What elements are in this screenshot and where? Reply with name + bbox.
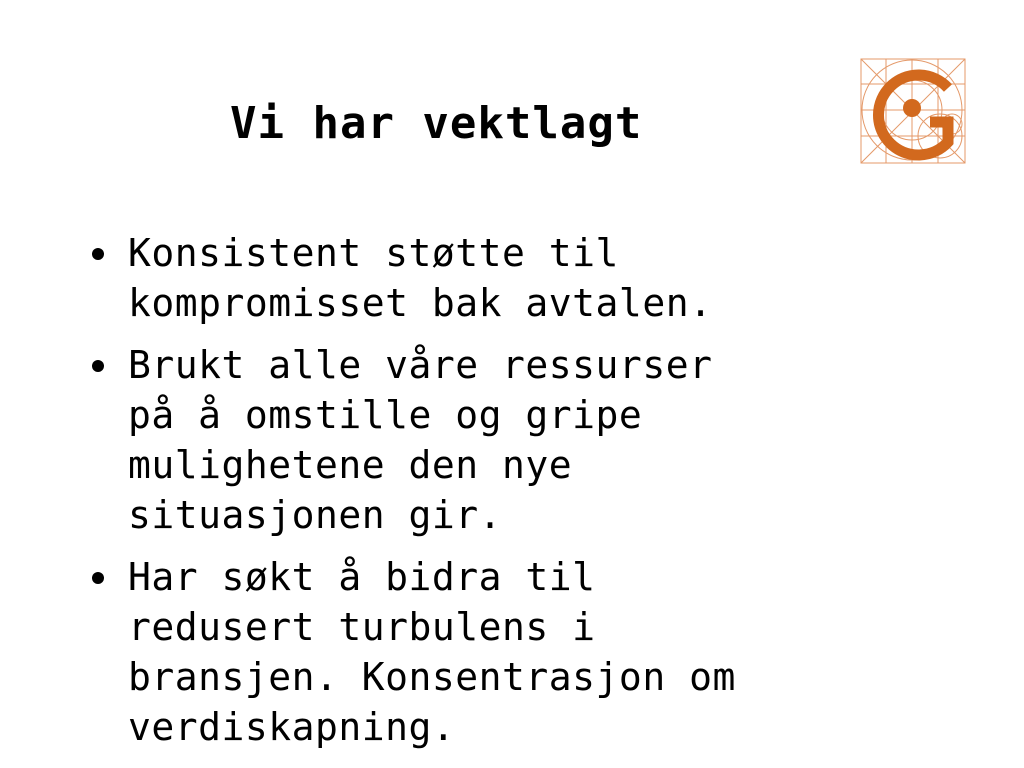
bullet-text: Brukt alle våre ressurser på å omstille og gripe mulighetene den nye situasjonen gir. <box>128 343 713 537</box>
list-item <box>88 228 868 328</box>
bullet-dot-icon <box>92 572 104 584</box>
list-item <box>88 552 868 752</box>
bullet-dot-icon <box>92 248 104 260</box>
bullet-text: Har søkt å bidra til redusert turbulens i bransjen. Konsentrasjon om verdiskapning. <box>128 555 736 749</box>
list-item <box>88 340 868 540</box>
bullet-dot-icon <box>92 360 104 372</box>
slide-title: Vi har vektlagt <box>230 98 643 149</box>
bullet-list <box>88 228 868 764</box>
bullet-text: Konsistent støtte til kompromisset bak avtalen. <box>128 231 713 325</box>
g-monogram-logo-icon <box>860 58 966 164</box>
